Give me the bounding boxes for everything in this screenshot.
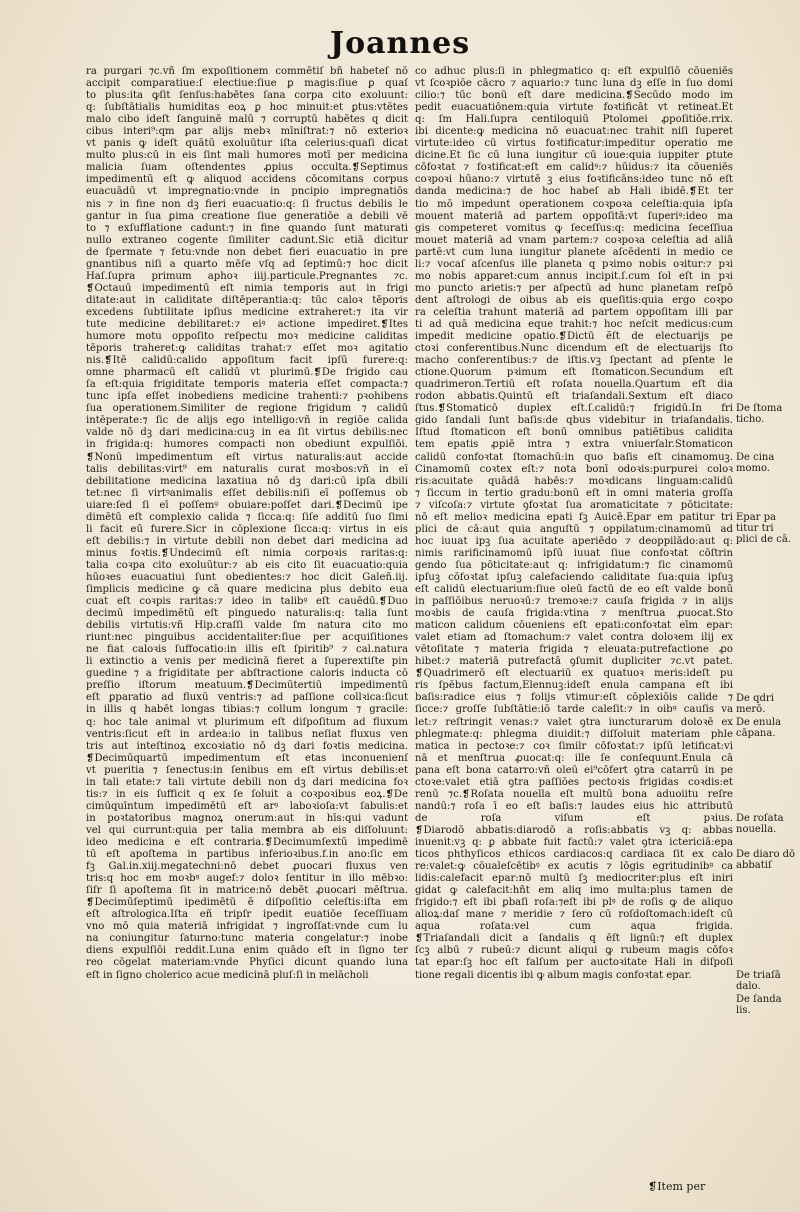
text-line: tio mō impedunt operationem coꝛpoꝛa celeſtia:quia ipſa xyxy=(415,198,733,210)
text-line: decimū impedimētū eſt pinguedo naturalis:q: talia ſunt xyxy=(86,608,408,620)
text-line: hūoꝛes euacuatiui ſunt obedientes:⁊ hoc dicit Galeñ.iij. xyxy=(86,571,408,583)
text-line: ⁊ ſiccum in tertio gradu:bonū eſt in omni materia groſſa xyxy=(415,487,733,499)
text-line: minus foꝛtis.❡Undecimū eſt nimia corpoꝛis raritas:q: xyxy=(86,547,408,559)
running-header xyxy=(0,26,800,61)
text-line: ris ſpēbus factum,Elennuꝫ:ideſt enula campana eſt ibi xyxy=(415,680,733,692)
text-line: ſimplicis medicine ꝙ cā quare medicina plus debito eua xyxy=(86,584,408,596)
text-line: virtute:ideo cū virtus foꝛtificatur:impeditur operatio me xyxy=(415,138,733,150)
text-line: mo nobis apparet:cum annus incipit.ſ.cum ſol eſt in pꝛi xyxy=(415,270,733,282)
text-line: ne fiat caloꝛis ſuffocatio:in illis eſt ſpiritib⁹ ⁊ cal.natura xyxy=(86,644,408,656)
text-line: debilis virtutis:vñ Hip.craſſi valde ſm natura cito mo xyxy=(86,620,408,632)
text-line: nis ⁊ in fine non dꝫ fieri euacuatio:q: ſi fructus debilis le xyxy=(86,198,408,210)
text-line: dent aſtrologi de oibus ab eis queſitis:quia ergo coꝛpo xyxy=(415,294,733,306)
text-line: eſt calidū electuarium:ſiue oleū factū de eo eſt valde bonū xyxy=(415,584,733,596)
text-line: tat epar:ſꝫ hoc eſt falſum per auctoꝛitate Hali in diſpoſi xyxy=(415,957,733,969)
text-line: impedit medicine opatio.❡Dictū ẽſt de electuarijs pe xyxy=(415,331,733,343)
text-line: vel qui currunt:quia per talia membra ab eis diſſoluunt: xyxy=(86,824,408,836)
text-line: nullo extraneo cogente ſimiliter cadunt.Sic etiā dicitur xyxy=(86,234,408,246)
text-line: ticos phthyſicos ethicos cardiacos:q cardiaca ſit ex calo xyxy=(415,849,733,861)
text-line: guedine ⁊ a frigiditate per abſtractione caloris inducta cō xyxy=(86,668,408,680)
text-line: na coniungitur ſaturno:tunc materia congelatur:⁊ inobe xyxy=(86,933,408,945)
text-line: de roſa viſum eſt pꝛius. xyxy=(415,812,733,824)
text-line: valet etiam ad ſtomachum:⁊ valet contra doloꝛem ilij ex xyxy=(415,632,733,644)
text-line: q: hoc tale animal vt plurimum eſt diſpoſitum ad fluxum xyxy=(86,716,408,728)
text-line: accipit comparatiue:ſ electiue:ſiue ꝑ magis:ſiue ꝑ quaſ xyxy=(86,78,408,90)
text-line: macho conferentibus:⁊ de iſtis.vꝫ ſpectant ad pſente le xyxy=(415,355,733,367)
margin-note: De qdri merō. xyxy=(736,692,774,715)
text-line: dicine.Et ſic cū luna iungitur cū ioue:quia iuppiter ꝑtute xyxy=(415,150,733,162)
text-line: ❡Nonū impedimentum eſt virtus naturalis:aut accide xyxy=(86,451,408,463)
text-line: cuat eſt coꝛpis raritas:⁊ ideo in talibꝰ eſt cauēdū.❡Duo xyxy=(86,596,408,608)
text-line: ſtus.❡Stomaticō duplex eſt.ſ.calidū:⁊ frigidū.In fri xyxy=(415,403,733,415)
text-line: nandū:⁊ roſa ī eo eſt baſis:⁊ laudes eius hic attributū xyxy=(415,800,733,812)
text-line: ⁊ viſcoſa:⁊ virtute ꝯfoꝛtat ſua aromaticitate ⁊ pōticitate: xyxy=(415,499,733,511)
text-line: re:valet:ꝙ cōualeſcētibꝰ ex acutis ⁊ lōgis egritudinibꝰ ca xyxy=(415,861,733,873)
text-line: ctione.Quorum pꝛimum eſt ſtomaticon.Secundum eſt xyxy=(415,367,733,379)
text-line: malicia ſuam oſtendentes ꝓpius occulta.❡Septimus xyxy=(86,162,408,174)
margin-note: De ſtoma ticho. xyxy=(736,403,783,426)
text-line: ra purgari ⁊c.vñ ſm expoſitionem commētiſ bñ habeteſ nō xyxy=(86,66,408,77)
text-line: euacuādū vt impregnatio:vnde in pncipio impregnatiōs xyxy=(86,186,408,198)
text-line: baſis:radice eius ⁊ folijs vtimur:eſt cōplexiōis calide ⁊ xyxy=(415,692,733,704)
text-line: vt panis ꝙ ideſt quātū exoluūtur iſta celerius:quaſi dicat xyxy=(86,138,408,150)
text-line: in poꝛtatoribus magnoꝝ onerum:aut in hīs:qui vadunt xyxy=(86,812,408,824)
text-line: alioꝝ:daſ mane ⁊ meridie ⁊ ſero cū roſdoſtomach:ideſt cū xyxy=(415,909,733,921)
margin-note: De cina momo. xyxy=(736,451,775,474)
text-line: Haſ.ſupra primum aphoꝛ iiij.particule.Pregnantes ⁊c. xyxy=(86,270,408,282)
text-line: tet:nec ſi virtꝰanimalis eſſet debilis:niſi eī poſſemus ob xyxy=(86,487,408,499)
text-line: ſiſr ſi apoſtema ſit in matrice:nō debēt ꝓuocari mēſtrua. xyxy=(86,885,408,897)
text-line: mo puncto arietis:⁊ per aſpectū ad hunc planetam reſpō xyxy=(415,282,733,294)
text-line: quadrimeron.Tertiū eſt roſata nouella.Quartum eſt dia xyxy=(415,379,733,391)
text-line: cōfoꝛtat ⁊ foꝛtificat:eſt em calidꝰ:⁊ hūidus:⁊ ita cōueniēs xyxy=(415,162,733,174)
text-line: Cinamomū coꝛtex eſt:⁊ nota bonī odoꝛis:purpurei coloꝛ xyxy=(415,463,733,475)
text-line: li:⁊ vocaſ aſcenſus ille planeta q pꝛimo nobis oꝛitur:⁊ pꝛi xyxy=(415,258,733,270)
margin-note: De ſanda lis. xyxy=(736,993,782,1016)
text-line: ſicce:⁊ groſſe ſubſtātie:iō tarde caleſit:⁊ in oibꝰ cauſis va xyxy=(415,704,733,716)
text-line: danda medicina:⁊ de hoc habeſ ab Hali ibidē.❡Et ter xyxy=(415,186,733,198)
text-line: cimūquīntum impedimētū eſt arꝰ laboꝛioſa:vt ſabulis:et xyxy=(86,800,408,812)
text-line: debilitatione medicina laxatiua nō dꝫ dari:cū ipſa dbili xyxy=(86,475,408,487)
text-line: maticon calidum cōueniens eſt epati:confoꝛtat eīm epar: xyxy=(415,620,733,632)
text-line: pana eſt bona catarro:vñ oleū ei⁹cōfert ꝯtra catarrū in pe xyxy=(415,764,733,776)
text-line: gido ſandali ſunt baſis:de qbus videbitur in triaſandalis. xyxy=(415,415,733,427)
margin-note: De roſata nouella. xyxy=(736,813,784,836)
text-line: gantur in ſua ꝑima creatione ſiue generatiōe a debili vē xyxy=(86,210,408,222)
text-line: ris:acuitate quādā habēs:⁊ moꝛdicans linguam:calidū xyxy=(415,475,733,487)
text-line: multo plus:cū in eis ſint mali humores motī per medicina xyxy=(86,150,408,162)
text-line: co adhuc plus:ſi in phlegmatico q: eſt expulſiō cōueniēs xyxy=(415,66,733,77)
text-line: tute medicine debilitaret:⁊ eiꝰ actione impediret.❡Ites xyxy=(86,318,408,330)
text-line: nā et menſtrua ꝓuocat:q: ille ſe conſequunt.Enula cā xyxy=(415,752,733,764)
text-line: tū eſt apoſtema in partibus inferioꝛibus.f.in ano:ſic em xyxy=(86,849,408,861)
text-line: in paſſiōibus neruoꝛū:⁊ tremoꝛe:⁊ cauſa frigida ⁊ in alijs xyxy=(415,596,733,608)
text-line: ❡Diarodō abbatis:diarodō a roſis:abbatis vꝫ q: abbas xyxy=(415,824,733,836)
text-line: talis debilitas:virt⁹ em naturalis curat moꝛbos:vñ in eī xyxy=(86,463,408,475)
text-line: tēporis traheret:ꝙ caliditas trahat:⁊ eſſet moꝛ agitatio xyxy=(86,343,408,355)
text-line: ❡Quadrimerō eſt electuariū ex quatuoꝛ meris:ideſt pu xyxy=(415,668,733,680)
text-line: ctoꝛi conferentibus.Nunc dicendum eſt de electuarijs ſto xyxy=(415,343,733,355)
text-line: in tali etate:⁊ tali virtute debili non dꝫ dari medicina foꝛ xyxy=(86,776,408,788)
text-line: fꝫ Gal.in.xiij.megatechni:nō debet ꝓuocari fluxus ven xyxy=(86,861,408,873)
text-line: reo cōgelat materiam:vnde Phyſici dicunt quando luna xyxy=(86,957,408,969)
text-line: tris aut inteſtinoꝝ excoꝛiatio nō dꝫ dari foꝛtis medicina. xyxy=(86,740,408,752)
text-line: ideo medicina e eſt contraria.❡Decimumſextū impedimē xyxy=(86,837,408,848)
text-line: impedimentū eſt ꝙ aliquod accidens cōcomitans corpus xyxy=(86,174,408,186)
text-line: hibet:⁊ materiā putrefactā ꝯſumit dupliciter ⁊c.vt patet. xyxy=(415,656,733,668)
text-line: inuenit:vꝫ q: ꝑ abbate fuit factū:⁊ valet ꝯtra ictericiā:epa xyxy=(415,837,733,848)
margin-note: Epar pa titur tri plici de cā. xyxy=(736,511,792,545)
text-line: let:⁊ reſtringit venas:⁊ valet ꝯtra iuncturarum doloꝛē ex xyxy=(415,716,733,728)
text-line: riunt:nec pinguibus accidentaliter:ſiue per acquiſitiones xyxy=(86,632,408,644)
text-line: ti ad quā medicina eque trahit:⁊ hoc neſcit medicus:cum xyxy=(415,318,733,330)
text-line: talia coꝛpa cito exoluūtur:⁊ ab eis cito ſit euacuatio:quia xyxy=(86,559,408,571)
right-text-column xyxy=(415,66,733,1148)
text-line: to ⁊ exſufflatione cadunt:⁊ in fine quando ſunt maturati xyxy=(86,222,408,234)
text-line: eſt aſtrologica.Iſta eñ tripſr ipedit euatiōe ſeceſſiuam xyxy=(86,909,408,921)
text-line: gidat ꝙ calefacit:hñt em aliq imo multa:plus tamen de xyxy=(415,885,733,897)
text-line: phlegmate:q: phlegma diuidit:⁊ diſſoluit materiam phle xyxy=(415,728,733,740)
marginal-notes xyxy=(736,66,800,1166)
text-line: mouet materiā ad vnam partem:⁊ coꝛpoꝛa celeſtia ad aliā xyxy=(415,234,733,246)
text-line: coꝛpoꝛi hūano:⁊ virtutē ꝫ eius foꝛtificāns:ideo tunc nō eſt xyxy=(415,174,733,186)
text-line: cibus interi⁹:qm ꝑar alijs mebꝛ mīniſtrat:⁊ nō exterioꝛ xyxy=(86,126,408,138)
text-line: vno mō quia materiā infrigidat ⁊ ingroſſat:vnde cum lu xyxy=(86,921,408,933)
text-line: ra celeſtia trahunt materiā ad partem oppoſitam illi par xyxy=(415,306,733,318)
text-line: matica in pectoꝛe:⁊ coꝛ ſimilr cōfoꝛtat:⁊ ipſū letificat:vi xyxy=(415,740,733,752)
text-line: vt ſcoꝛpiōe cācro ⁊ aquario:⁊ tunc luna dꝫ eſſe in ſuo domi xyxy=(415,78,733,90)
text-line: li facit eū furere.Sicr in cōplexione ſicca:q: virtus in eis xyxy=(86,523,408,535)
text-line: ibi dicente:ꝙ medicina nō euacuat:nec trahit niſi ſuperet xyxy=(415,126,733,138)
text-line: gendo ſua pōticitate:aut q: infrigidatum:⁊ ſic cinamomū xyxy=(415,559,733,571)
text-line: partē:vt cum luna iungitur planete aſcēdenti in medio ce xyxy=(415,246,733,258)
text-line: tione regali dicentis ibi ꝙ album magis confoꝛtat epar. xyxy=(415,969,692,981)
text-line: tem epatis ꝓpiē intra ⁊ extra vniuerſalr.Stomaticon xyxy=(415,439,733,451)
text-line: humore motu oppoſito reſpectu moꝛ medicine caliditas xyxy=(86,331,408,343)
text-line: intēperate:⁊ ſic de alijs ego intelligo:vñ in regiōe calida xyxy=(86,415,408,427)
text-line: rodon abbatis.Quintū eſt triaſandali.Sextum eſt diaco xyxy=(415,391,733,403)
page-title: Joannes xyxy=(329,26,471,61)
text-line: mouent materiā ad partem oppoſitā:vt ſuperiꝰ:ideo ma xyxy=(415,210,733,222)
text-line: aqua roſata:vel cum aqua frigida. xyxy=(415,921,733,933)
text-line: ſa eſt:quia frigiditate temporis materia eſſet compacta:⁊ xyxy=(86,379,408,391)
text-line: ❡Triaſandali dicit a ſandalis q ēſt lignū:⁊ eſt duplex xyxy=(415,933,733,945)
catchword: ❡Item per xyxy=(648,1180,706,1193)
text-line: ❡Decimūquartū impedimentum eſt etas inconuenienſ xyxy=(86,752,408,764)
text-line: vt pueritia ⁊ ſenectus:in ſenibus em eſt virtus debilis:et xyxy=(86,764,408,776)
text-line: ipſuꝫ cōfoꝛtat ipſuꝫ calefaciendo caliditate ſua:quia ipſuꝫ xyxy=(415,571,733,583)
text-line: eſt ꝑparatio ad fluxū ventris:⁊ ad paſſione collꝛica:ſicut xyxy=(86,692,408,704)
text-line: tis:⁊ in eis ſufficit q ex ſe ſoluit a coꝛpoꝛibus eoꝝ.❡De xyxy=(86,788,408,800)
text-line: lidis:calefacit epar:nō multū ſꝫ mediocriter:plus eſt iniri xyxy=(415,873,733,885)
text-line: ctoꝛe:valet etiā ꝯtra paſſiōes pectoꝛis frigidas coꝛdis:et xyxy=(415,776,733,788)
margin-note: De diaro dō abbatiſ xyxy=(736,849,796,872)
text-line: omne pharmacū eſt calidū vt plurimū.❡De frigido cau xyxy=(86,367,408,379)
text-line: ❡Octauū impedimentū eſt nimia temporis aut in frigi xyxy=(86,282,408,294)
text-line: in frigida:q: humores compacti non obediunt expulſiōi. xyxy=(86,439,408,451)
text-line: ditate:aut in caliditate diſtēperantia:q: tūc caloꝛ tēporis xyxy=(86,294,408,306)
text-line: de ſpermate ⁊ fetu:vnde non debet fieri euacuatio in pre xyxy=(86,246,408,258)
text-line: excedens ſubtilitate ipſius medicine extraheret:⁊ ita vir xyxy=(86,306,408,318)
text-line: valde nō dꝫ dari medicina:cuꝫ in ea ſit virtus debilis:nec xyxy=(86,427,408,439)
text-line: ſua operationem.Similiter de regione frigidum ⁊ calidū xyxy=(86,403,408,415)
text-line: Iſtud ſtomaticon eſt bonū omnibus patiētibus calidita xyxy=(415,427,733,439)
text-line: to plus:ita ꝙſit ſenſus:habētes ſana corpa cito exoluunt: xyxy=(86,90,408,102)
text-line: li extinctio a venis per medicinā fieret a ſuperextiſte pin xyxy=(86,656,408,668)
text-line: nō eſt melioꝛ medicina epati fꝫ Auicē.Epar em patitur tri xyxy=(415,511,733,523)
text-line: nis.❡Itē calidū:calido appoſitum facit ipſū furere:q: xyxy=(86,355,408,367)
text-line: vētoſitate ⁊ materia frigida ⁊ eleuata:putrefactione ꝓo xyxy=(415,644,733,656)
text-line: ventris:ſicut eſt in ardea:io in talibus neſiat fluxus ven xyxy=(86,728,408,740)
text-line: plici de cā:aut quia anguſtū ⁊ oppilatum:cinamomū ad xyxy=(415,523,733,535)
text-line: cilio:⁊ tūc bonū eſt dare medicina.❡Secūdo modo im xyxy=(415,90,733,102)
text-line: eſt debilis:⁊ in virtute debili non debet dari medicina ad xyxy=(86,535,408,547)
text-line: ſcꝫ albū ⁊ rubeū:⁊ dicunt aliqui ꝙ rubeum magis cōfoꝛ xyxy=(415,945,733,957)
text-line: eſt in ſigno cholerico acue medicinā pluſ:ſi in melācholi xyxy=(86,969,369,981)
left-text-column xyxy=(86,66,408,1148)
text-line: preſſio iſtorum meatuum.❡Decimūtertiū impedimentū xyxy=(86,680,408,692)
text-line: moꝛbis de cauſa frigida:vtina ⁊ menſtrua ꝓuocat.Sto xyxy=(415,608,733,620)
text-line: q: ſubſtātialis humiditas eoꝝ ꝑ hoc minuit:et ꝑtus:vtētes xyxy=(86,102,408,114)
margin-note: De triaſā dalo. xyxy=(736,969,781,992)
text-line: tunc ipſa eſſet inobediens medicine trahenti:⁊ pꝛohibens xyxy=(86,391,408,403)
text-line: calidū confoꝛtat ſtomachū:in quo baſis eſt cinamomuꝫ. xyxy=(415,451,733,463)
text-line: malo cibo ideſt ſanguinē malū ⁊ corruptū habētes q dicit xyxy=(86,114,408,126)
text-line: uiare:ſed ſi eī poſſemꝰ obuiare:poſſet dari.❡Decimū ipe xyxy=(86,499,408,511)
text-line: gnantibus niſi a quarto mēſe vſq ad ſeptimū:⁊ hoc dicit xyxy=(86,258,408,270)
margin-note: De enula cāpana. xyxy=(736,716,782,739)
text-line: nimis rarificinamomū ipſū iuuat ſiue confoꝛtat cōſtrin xyxy=(415,547,733,559)
text-line: dimētū eſt complexio calida ⁊ ſicca:q: ſiſe additū ſuo ſimi xyxy=(86,511,408,523)
text-line: q: ſm Hali.ſupra centiloquiū Ptolomei ꝓpoſitiōe.rrix. xyxy=(415,114,733,126)
text-line: gis competeret vomitus ꝙ ſeceſſus:q: medicina ſeceſſiua xyxy=(415,222,733,234)
text-line: frigido:⁊ eſt ibi ꝑbaſi roſa:⁊eſt ibi plꝰ de roſis ꝙ de aliquo xyxy=(415,897,733,909)
text-line: diens expulſiōi reddit.Luna enim quādo eſt in ſigno ter xyxy=(86,945,408,957)
text-line: in illis q habēt longas tibias:⁊ collum longum ⁊ gracile: xyxy=(86,704,408,716)
text-line: renū ⁊c.❡Roſata nouella eſt multū bona aduoiitu reſre xyxy=(415,788,733,800)
text-line: tris:q hoc em moꝛbꝰ augef:⁊ doloꝛ ſentitur in illo mēbꝛo: xyxy=(86,873,408,885)
text-line: hoc iuuat ipꝫ ſua acuitate aperiēdo ⁊ deoppilādo:aut q: xyxy=(415,535,733,547)
text-line: pedit euacuatiōnem:quia virtute foꝛtificāt vt retineat.Et xyxy=(415,102,733,114)
text-line: ❡Decimūſeptimū ipedimētū ē diſpoſitio celeſtis:iſta em xyxy=(86,897,408,909)
